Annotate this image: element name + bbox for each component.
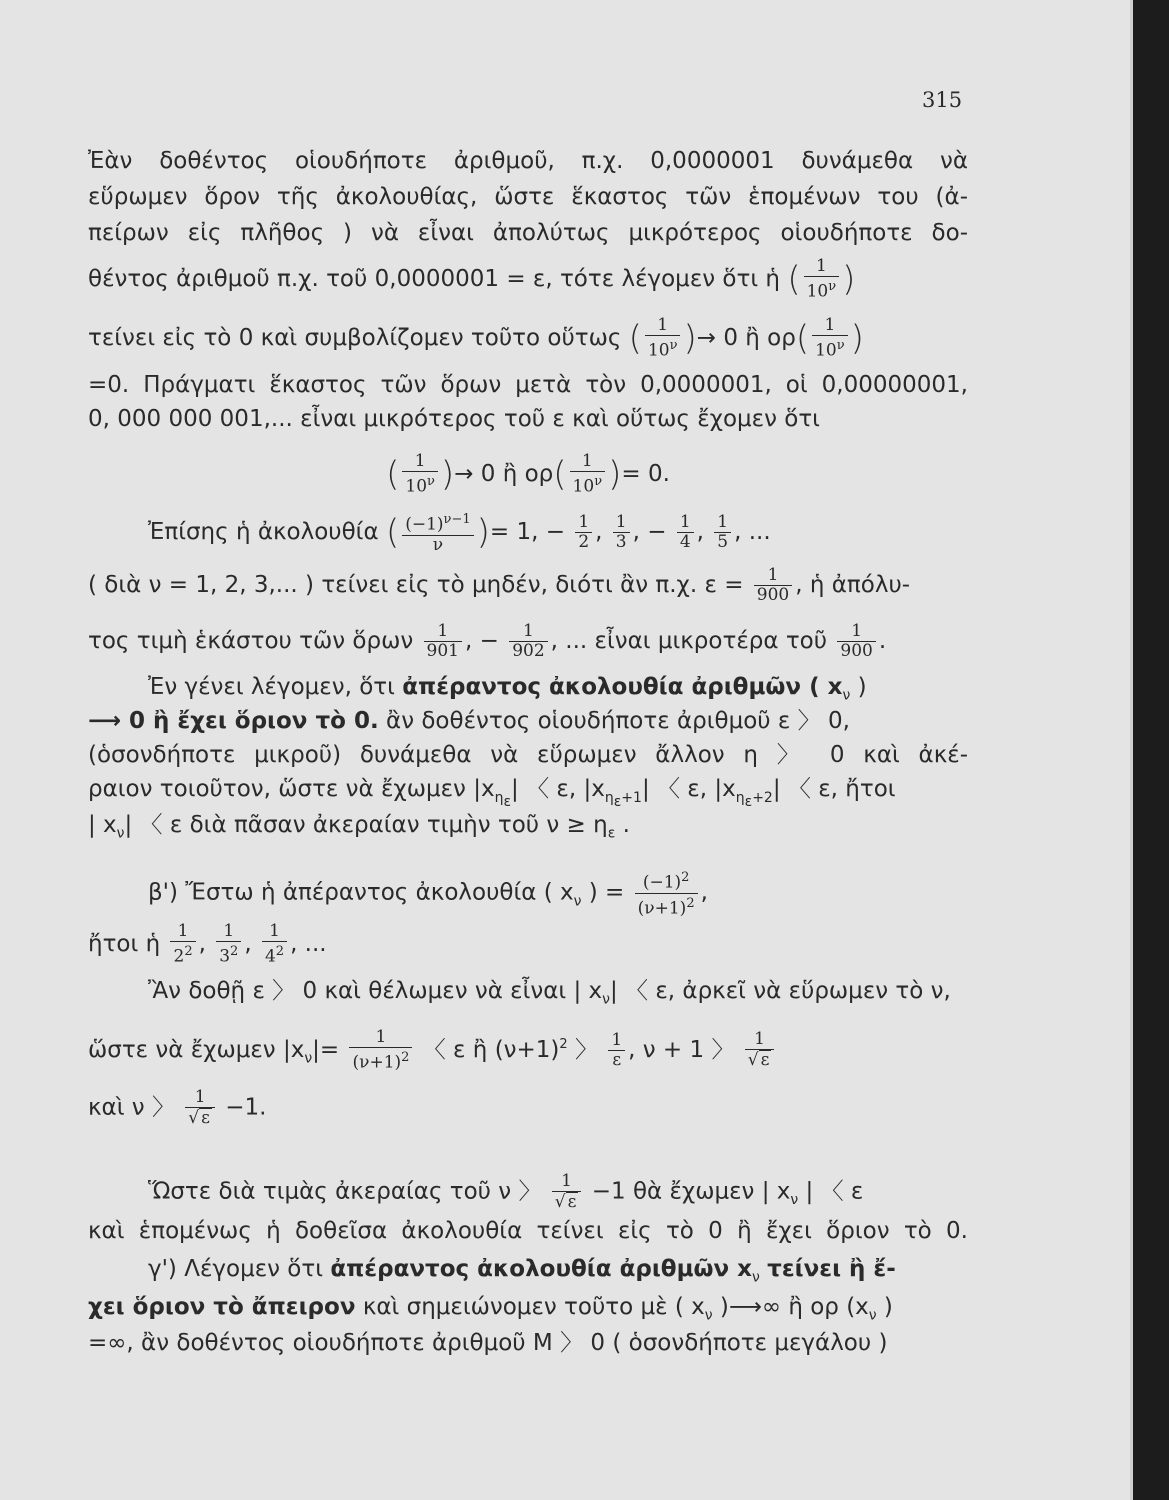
bold-term: ἀπέραντος ἀκολουθία ἀριθμῶν x: [330, 1256, 753, 1282]
fraction-1-over-10nu: $\frac{1}{10^\nu}$: [812, 316, 848, 361]
text-line: (ὁσονδήποτε μικροῦ) δυνάμεθα νὰ εὕρωμεν ἄλλον η 〉 0 καὶ ἀκέ-: [88, 742, 968, 768]
text-segment: γ') Λέγομεν ὅτι: [148, 1256, 323, 1282]
text-segment: Ὥστε διὰ τιμὰς ἀκεραίας τοῦ ν 〉: [148, 1178, 542, 1205]
text-line: καὶ ἑπομένως ἡ δοθεῖσα ἀκολουθία τείνει εἰς τὸ 0 ἢ ἔχει ὅριον τὸ 0.: [88, 1218, 968, 1244]
fraction-alternating: $\frac{(-1)^{\nu-1}}{\nu}$: [402, 510, 473, 555]
text-segment: → 0 ἢ ορ: [696, 324, 796, 351]
page-edge: [1130, 0, 1133, 1500]
text-line: Ὥστε διὰ τιμὰς ἀκεραίας τοῦ ν 〉 $\frac{1}{√ \varepsilon}$ −1 θὰ ἔχωμεν | $x_\nu$ | 〈 ε: [148, 1171, 864, 1212]
text-line: ραιον τοιοῦτον, ὥστε νὰ ἔχωμεν $|x_{\eta_\varepsilon}|$ 〈 ε, $|x_{\eta_\varepsilon+1}|$ 〈 ε, $|x_{\eta_\varepsilon+2}|$ 〈 ε, ἤτοι: [88, 776, 896, 810]
fraction-1-over-10nu: $\frac{1}{10^\nu}$: [402, 452, 438, 497]
text-segment: | 〈 ε διὰ πᾶσαν ἀκεραίαν τιμὴν τοῦ ν ≥ η: [124, 812, 608, 838]
text-line: τείνει εἰς τὸ 0 καὶ συμβολίζομεν τοῦτο οὕτως ( $\frac{1}{10^\nu}$ )→ 0 ἢ ορ( $\frac{1}{10^\nu}$ ): [88, 315, 864, 361]
fraction-1-over-900: $\frac{1}{900}$: [754, 566, 792, 605]
text-line: εὕρωμεν ὅρον τῆς ἀκολουθίας, ὥστε ἕκαστος τῶν ἑπομένων του (ἀ-: [88, 184, 968, 210]
fraction-1-over-901: $\frac{1}{901}$: [424, 622, 462, 661]
text-line: καὶ ν 〉 $\frac{1}{√ \varepsilon}$ −1.: [88, 1087, 267, 1128]
text-segment: θέντος ἀριθμοῦ π.χ. τοῦ 0,0000001 = ε, τότε λέγομεν ὅτι ἡ: [88, 265, 780, 292]
text-segment: = 0.: [621, 460, 670, 487]
fraction-1-over-900: $\frac{1}{900}$: [837, 622, 875, 661]
fraction-1-over-10nu: $\frac{1}{10^\nu}$: [570, 452, 606, 497]
scanner-dark-strip: [1133, 0, 1169, 1500]
text-segment: τείνει εἰς τὸ 0 καὶ συμβολίζομεν τοῦτο οὕτως: [88, 324, 622, 351]
fraction-1-over-10nu: $\frac{1}{10^\nu}$: [645, 316, 681, 361]
text-line: =∞, ἂν δοθέντος οἱουδήποτε ἀριθμοῦ M 〉 0 ( ὁσονδήποτε μεγάλου ): [88, 1330, 888, 1356]
text-segment: καὶ ν 〉: [88, 1094, 175, 1121]
text-line: Ἂν δοθῇ ε 〉 0 καὶ θέλωμεν νὰ εἶναι | $x_\nu|$ 〈 ε, ἀρκεῖ νὰ εὕρωμεν τὸ ν,: [148, 978, 951, 1008]
text-line: β') Ἔστω ἡ ἀπέραντος ἀκολουθία ( $x_\nu$ ) = $\frac{(-1)^2}{(\nu+1)^2}$ ,: [148, 870, 708, 919]
text-line: Ἐὰν δοθέντος οἱουδήποτε ἀριθμοῦ, π.χ. 0,0000001 δυνάμεθα νὰ: [88, 148, 968, 174]
fraction-neg1-sq-over-nu1-sq: $\frac{(-1)^2}{(\nu+1)^2}$: [635, 868, 698, 918]
text-segment: → 0 ἢ ορ: [454, 460, 554, 487]
text-line: =0. Πράγματι ἕκαστος τῶν ὅρων μετὰ τὸν 0,0000001, οἱ 0,00000001,: [88, 372, 968, 398]
text-segment: εἶναι μικροτέρα τοῦ: [594, 628, 828, 654]
text-segment: ( διὰ ν = 1, 2, 3,... ) τείνει εἰς τὸ μηδέν, διότι ἂν π.χ. ε =: [88, 572, 744, 598]
text-line: 0, 000 000 001,... εἶναι μικρότερος τοῦ ε καὶ οὕτως ἔχομεν ὅτι: [88, 406, 820, 432]
text-segment: ἤτοι: [845, 776, 896, 802]
fraction-1-over-10nu: $\frac{1}{10^\nu}$: [804, 257, 840, 302]
fraction-1-over-902: $\frac{1}{902}$: [509, 622, 547, 661]
text-segment: ραιον τοιοῦτον, ὥστε νὰ ἔχωμεν: [88, 776, 466, 802]
text-line: πείρων εἰς πλῆθος ) νὰ εἶναι ἀπολύτως μικρότερος οἱουδήποτε δο-: [88, 220, 968, 246]
text-segment: , ἡ ἀπόλυ-: [795, 572, 911, 598]
text-segment: ὥστε νὰ ἔχωμεν |x: [88, 1036, 305, 1063]
text-line: [88, 566, 968, 605]
text-segment: ἂν δοθέντος οἱουδήποτε ἀριθμοῦ ε 〉 0,: [386, 708, 850, 734]
text-line: [88, 706, 968, 736]
text-segment: τος τιμὴ ἑκάστου τῶν ὅρων: [88, 628, 414, 654]
text-segment: | 〈 ε, ἀρκεῖ νὰ εὕρωμεν τὸ ν,: [610, 978, 951, 1004]
bold-term: χει ὅριον τὸ ἄπειρον: [88, 1294, 356, 1320]
text-segment: Ἐπίσης ἡ ἀκολουθία: [148, 518, 379, 545]
text-segment: Ἐν γένει λέγομεν, ὅτι: [148, 674, 395, 700]
text-segment: = 1, −: [489, 518, 565, 545]
text-line: θέντος ἀριθμοῦ π.χ. τοῦ 0,0000001 = ε, τότε λέγομεν ὅτι ἡ ( $\frac{1}{10^\nu}$ ): [88, 256, 856, 302]
text-line: ὥστε νὰ ἔχωμεν $|x_\nu|=$ $\frac{1}{(\nu+1)^2}$ 〈 ε ἢ $(\nu+1)^2$ 〉 $\frac{1}{\varepsilon}$ , ν + 1 〉 $\frac{1}{√ \varepsilon}$: [88, 1028, 968, 1073]
text-segment: ἤτοι ἡ: [88, 930, 161, 957]
text-segment: Ἂν δοθῇ ε 〉 0 καὶ θέλωμεν νὰ εἶναι | x: [148, 978, 603, 1004]
bold-term: ἀπέραντος ἀκολουθία ἀριθμῶν ( x: [402, 674, 843, 700]
text-line: γ') Λέγομεν ὅτι ἀπέραντος ἀκολουθία ἀριθμῶν $x_\nu$ τείνει ἢ ἔ-: [148, 1256, 896, 1286]
page-number: 315: [922, 88, 963, 112]
bold-term: ⟶ 0 ἢ ἔχει ὅριον τὸ 0.: [88, 708, 379, 734]
text-line: | $x_\nu|$ 〈 ε διὰ πᾶσαν ἀκεραίαν τιμὴν τοῦ $\nu \ge \eta_\varepsilon$ .: [88, 812, 630, 842]
text-line: τος τιμὴ ἑκάστου τῶν ὅρων $\frac{1}{901}$ , − $\frac{1}{902}$ , ... εἶναι μικροτέρα τοῦ $\frac{1}{900}$ .: [88, 621, 887, 661]
text-line: Ἐν γένει λέγομεν, ὅτι ἀπέραντος ἀκολουθία ἀριθμῶν ( $x_\nu$ ): [148, 674, 867, 704]
display-equation: ( $\frac{1}{10^\nu}$ )→ 0 ἢ ορ( $\frac{1}{10^\nu}$ )= 0.: [386, 451, 670, 497]
text-line: ἤτοι ἡ $\frac{1}{2^2}$ , $\frac{1}{3^2}$ , $\frac{1}{4^2}$ , ...: [88, 921, 327, 967]
bold-term: τείνει ἢ ἔ-: [767, 1256, 896, 1282]
text-segment: β') Ἔστω ἡ ἀπέραντος ἀκολουθία ( x: [148, 879, 574, 906]
text-line: Ἐπίσης ἡ ἀκολουθία ( $\frac{(-1)^{\nu-1}}{\nu}$ )= 1, − $\frac{1}{2}$ , $\frac{1}{3}$ , − $\frac{1}{4}$ , $\frac{1}{5}$ , ...: [148, 511, 771, 555]
text-line: χει ὅριον τὸ ἄπειρον καὶ σημειώνομεν τοῦτο μὲ ( $x_\nu$ )⟶∞ ἢ ορ ($x_\nu$ ): [88, 1294, 893, 1324]
